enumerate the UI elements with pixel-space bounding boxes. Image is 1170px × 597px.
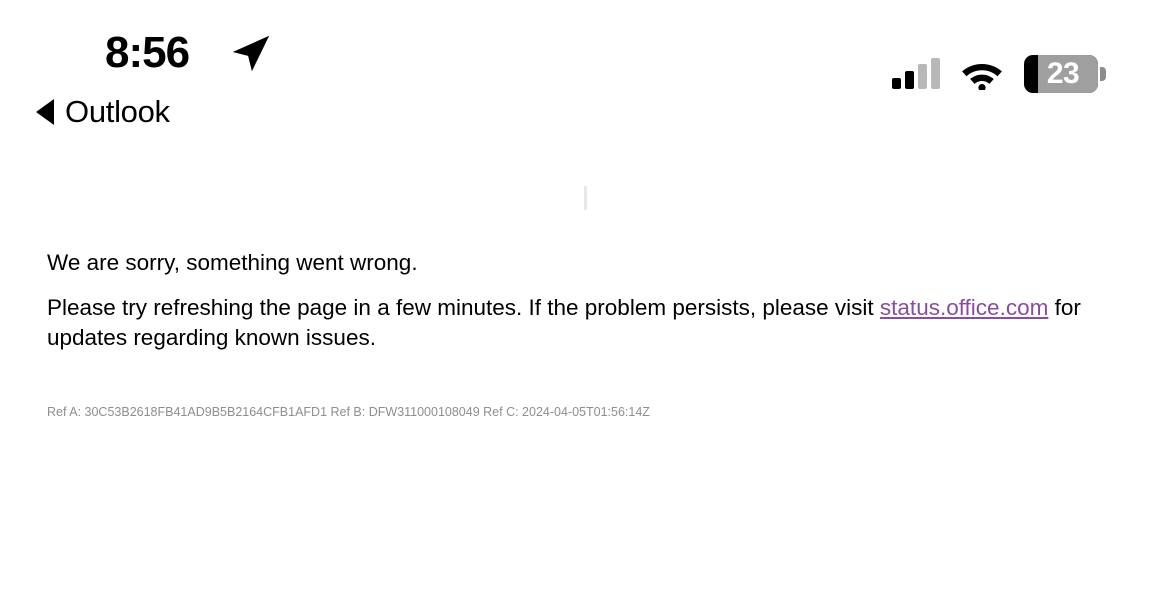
error-body-after-link: for updates regarding known issues.	[47, 295, 1081, 350]
cellular-bars-icon	[892, 59, 940, 89]
page-artifact	[584, 186, 587, 210]
status-office-link[interactable]: status.office.com	[879, 295, 1049, 320]
back-to-outlook-link[interactable]	[36, 94, 170, 130]
error-body	[47, 293, 1152, 353]
error-body-before-link: Please try refreshing the page in a few minutes. If the problem persists, please visit	[47, 295, 880, 320]
battery-icon	[1024, 55, 1098, 93]
status-bar	[0, 0, 1170, 92]
error-message-container	[47, 248, 1157, 353]
status-bar-indicators	[892, 55, 1098, 93]
status-bar-clock: 8:56	[105, 28, 190, 77]
battery-cap	[1100, 67, 1106, 81]
wifi-icon	[960, 58, 1004, 90]
battery-percent-label: 23	[1046, 57, 1080, 90]
back-link-label: Outlook	[65, 94, 170, 129]
location-arrow-icon	[227, 30, 273, 76]
error-headline: We are sorry, something went wrong.	[47, 250, 418, 275]
error-reference-ids: Ref A: 30C53B2618FB41AD9B5B2164CFB1AFD1 Ref B: DFW311000108049 Ref C: 2024-04-05T01:56:14Z	[47, 405, 650, 419]
back-triangle-icon	[36, 99, 54, 125]
